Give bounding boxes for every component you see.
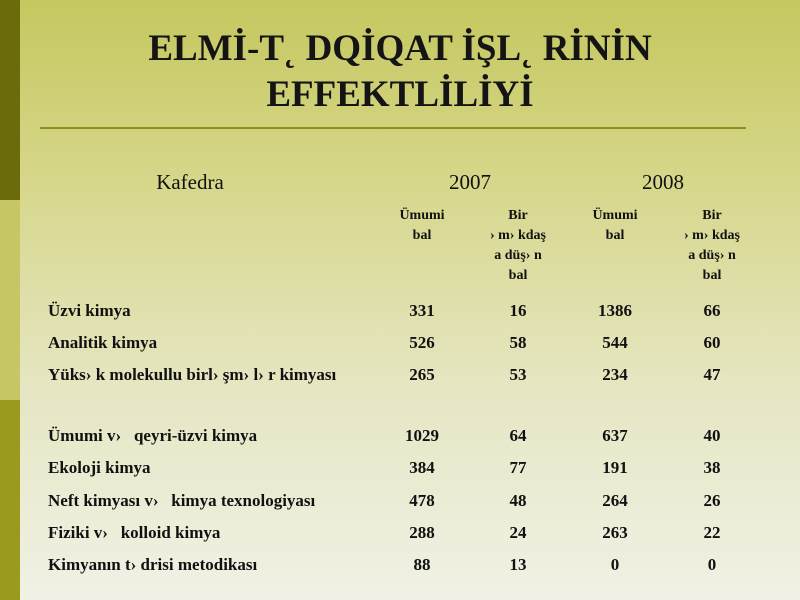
row-name: Kimyanın t› drisi metodikası [48, 555, 258, 574]
row-total-2007: 288 [409, 523, 435, 542]
slide-title [40, 26, 760, 118]
row-per-employee-2008: 60 [703, 333, 721, 352]
table-row [0, 554, 800, 584]
title-divider [40, 127, 746, 129]
row-per-employee-2007: 16 [509, 301, 527, 320]
row-total-2008: 637 [602, 426, 628, 445]
row-total-2008: 0 [610, 555, 620, 574]
row-name: Üzvi kimya [48, 301, 131, 320]
row-per-employee-2008: 66 [703, 301, 721, 320]
row-per-employee-2008: 22 [703, 523, 721, 542]
row-total-2008: 234 [602, 365, 628, 384]
row-total-2007: 384 [409, 458, 435, 477]
row-per-employee-2007: 58 [509, 333, 527, 352]
row-total-2007: 1029 [405, 426, 439, 445]
row-per-employee-2008: 26 [703, 491, 721, 510]
row-total-2008: 191 [602, 458, 628, 477]
row-name: Ekoloji kimya [48, 458, 151, 477]
row-per-employee-2007: 24 [509, 523, 527, 542]
row-per-employee-2007: 13 [509, 555, 527, 574]
row-per-employee-2007: 53 [509, 365, 527, 384]
row-per-employee-2007: 64 [509, 426, 527, 445]
row-total-2007: 526 [409, 333, 435, 352]
row-total-2008: 264 [602, 491, 628, 510]
row-total-2007: 265 [409, 365, 435, 384]
sidebar-block-dark [0, 0, 20, 200]
row-name: Ümumi v› qeyri-üzvi kimya [48, 426, 258, 445]
table-row [0, 457, 800, 487]
row-per-employee-2008: 47 [703, 365, 721, 384]
subheader-total-2008: Ümumi bal [592, 208, 638, 243]
row-name: Fiziki v› kolloid kimya [48, 523, 221, 542]
row-total-2007: 88 [413, 555, 431, 574]
row-name: Neft kimyası v› kimya texnologiyası [48, 491, 316, 510]
header-kafedra: Kafedra [156, 170, 224, 194]
row-total-2008: 544 [602, 333, 628, 352]
row-total-2008: 263 [602, 523, 628, 542]
row-per-employee-2008: 0 [707, 555, 717, 574]
header-year-2007: 2007 [449, 170, 491, 194]
table-row [0, 332, 800, 362]
table-row [0, 425, 800, 455]
slide-title-line2: EFFEKTLİLİYİ [266, 74, 534, 115]
table-row [0, 300, 800, 330]
row-per-employee-2008: 38 [703, 458, 721, 477]
slide-title-line1: ELMİ-T˛ DQİQAT İŞL˛ RİNİN [148, 28, 652, 69]
row-per-employee-2007: 48 [509, 491, 527, 510]
subheader-per-employee-2007: Bir › m› kdaş a düş› n bal [489, 208, 546, 283]
subheader-per-employee-2008: Bir › m› kdaş a düş› n bal [683, 208, 740, 283]
row-total-2007: 331 [409, 301, 435, 320]
row-total-2007: 478 [409, 491, 435, 510]
row-per-employee-2008: 40 [703, 426, 721, 445]
table-row [0, 364, 800, 414]
row-name: Yüks› k molekullu birl› şm› l› r kimyası [48, 365, 337, 384]
row-total-2008: 1386 [598, 301, 632, 320]
row-name: Analitik kimya [48, 333, 158, 352]
table-row [0, 522, 800, 552]
table-row [0, 490, 800, 520]
header-year-2008: 2008 [642, 170, 684, 194]
row-per-employee-2007: 77 [509, 458, 527, 477]
subheader-total-2007: Ümumi bal [399, 208, 445, 243]
